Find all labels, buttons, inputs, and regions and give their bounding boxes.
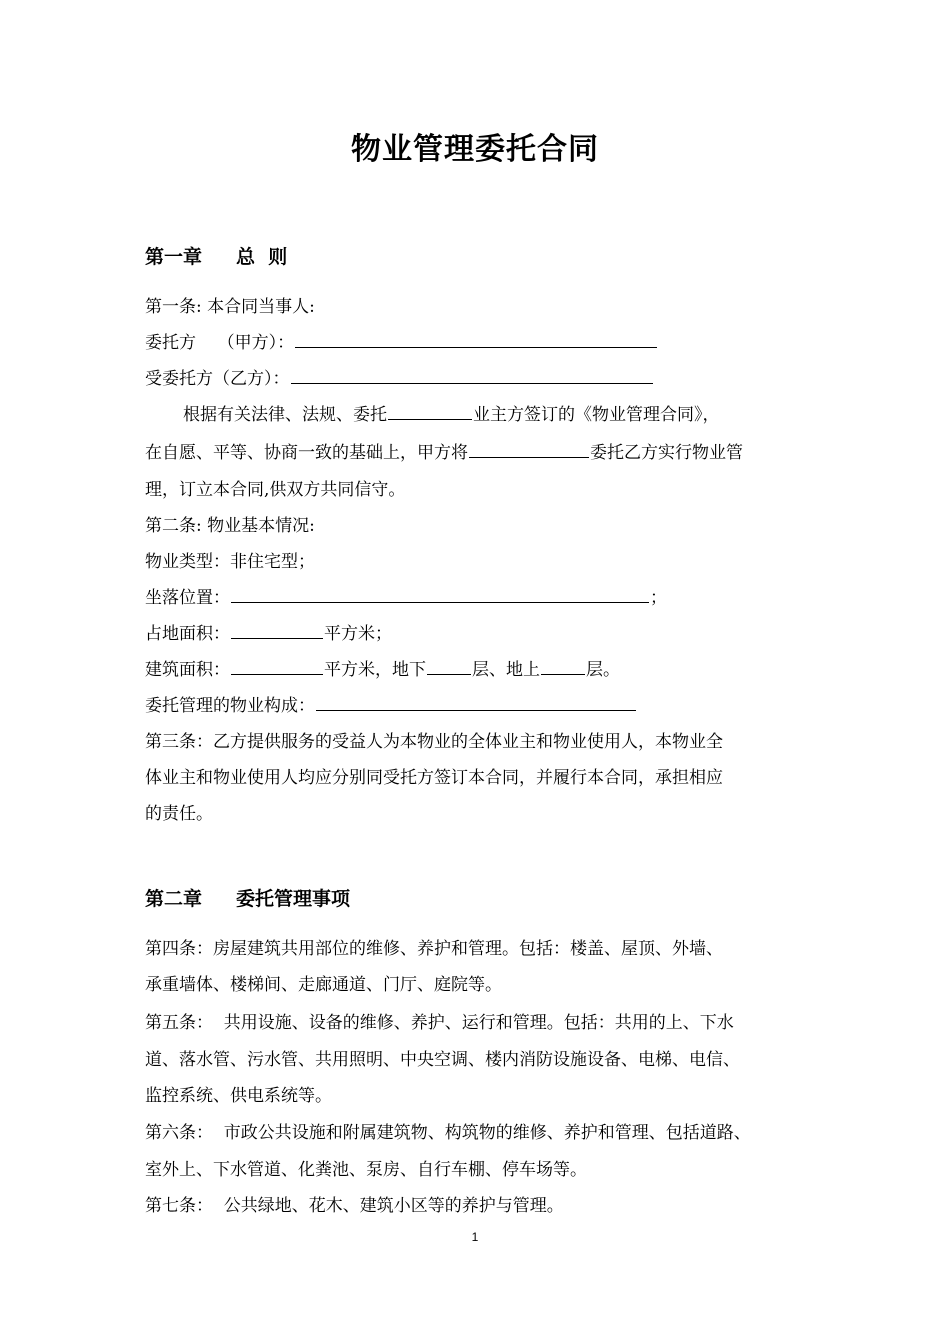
composition-blank[interactable]	[316, 693, 636, 711]
floors-end-text: 层。	[586, 660, 620, 680]
paragraph-1-line-2	[145, 440, 743, 466]
article-1-heading: 第一条: 本合同当事人:	[145, 297, 315, 317]
article-3-line-1: 第三条：乙方提供服务的受益人为本物业的全体业主和物业使用人，本物业全	[145, 732, 723, 752]
document-title: 物业管理委托合同	[351, 132, 599, 167]
party-a-blank[interactable]	[295, 330, 657, 348]
p1-text-c: 在自愿、平等、协商一致的基础上，甲方将	[145, 443, 468, 463]
floors-above-blank[interactable]	[541, 657, 585, 675]
p1-text-d: 委托乙方实行物业管	[590, 443, 743, 463]
page-number: 1	[471, 1230, 479, 1244]
chapter-1-name: 总 则	[236, 246, 288, 268]
floors-above-text: 层、地上	[472, 660, 540, 680]
chapter-2-name: 委托管理事项	[236, 888, 351, 910]
party-a-line	[145, 330, 658, 356]
article-3-line-2: 体业主和物业使用人均应分别同受托方签订本合同，并履行本合同，承担相应	[145, 768, 723, 788]
land-area-blank[interactable]	[231, 621, 323, 639]
building-area-blank[interactable]	[231, 657, 323, 675]
composition-label: 委托管理的物业构成：	[145, 696, 315, 716]
article-5-line-3: 监控系统、供电系统等。	[145, 1086, 332, 1106]
land-area-label: 占地面积：	[145, 624, 230, 644]
composition-line	[145, 693, 637, 719]
article-7-line-1: 第七条： 公共绿地、花木、建筑小区等的养护与管理。	[145, 1196, 564, 1216]
party-b-label: 受委托方（乙方）：	[145, 369, 290, 389]
party-b-line	[145, 366, 654, 392]
p1-text-b: 业主方签订的《物业管理合同》，	[473, 405, 720, 425]
article-6-line-2: 室外上、下水管道、化粪池、泵房、自行车棚、停车场等。	[145, 1160, 587, 1180]
article-4-line-1: 第四条：房屋建筑共用部位的维修、养护和管理。包括：楼盖、屋顶、外墙、	[145, 939, 723, 959]
location-end: ；	[650, 588, 667, 608]
p1-text-a: 根据有关法律、法规、委托	[183, 405, 387, 425]
land-area-unit: 平方米；	[324, 624, 392, 644]
article-5-line-2: 道、落水管、污水管、共用照明、中央空调、楼内消防设施设备、电梯、电信、	[145, 1050, 740, 1070]
chapter-2-number: 第二章	[145, 888, 203, 910]
property-type-line: 物业类型：非住宅型；	[145, 552, 315, 572]
paragraph-1-line-3: 理，订立本合同,供双方共同信守。	[145, 480, 406, 500]
article-6-line-1: 第六条： 市政公共设施和附属建筑物、构筑物的维修、养护和管理、包括道路、	[145, 1123, 751, 1143]
paragraph-1-line-1	[183, 402, 720, 428]
party-b-blank[interactable]	[291, 366, 653, 384]
chapter-1-number: 第一章	[145, 246, 203, 268]
property-blank[interactable]	[469, 440, 589, 458]
chapter-2-heading	[145, 884, 350, 914]
party-a-label: 委托方 （甲方）：	[145, 333, 295, 353]
building-area-label: 建筑面积：	[145, 660, 230, 680]
location-line	[145, 585, 667, 611]
building-area-unit: 平方米，地下	[324, 660, 426, 680]
article-5-line-1: 第五条： 共用设施、设备的维修、养护、运行和管理。包括：共用的上、下水	[145, 1013, 734, 1033]
article-4-line-2: 承重墙体、楼梯间、走廊通道、门厅、庭院等。	[145, 975, 502, 995]
article-3-line-3: 的责任。	[145, 804, 213, 824]
article-2-heading: 第二条: 物业基本情况:	[145, 516, 315, 536]
location-label: 坐落位置：	[145, 588, 230, 608]
chapter-1-heading	[145, 242, 287, 272]
floors-below-blank[interactable]	[427, 657, 471, 675]
location-blank[interactable]	[231, 585, 649, 603]
land-area-line	[145, 621, 392, 647]
entrusting-party-blank[interactable]	[388, 402, 472, 420]
building-area-line	[145, 657, 620, 683]
